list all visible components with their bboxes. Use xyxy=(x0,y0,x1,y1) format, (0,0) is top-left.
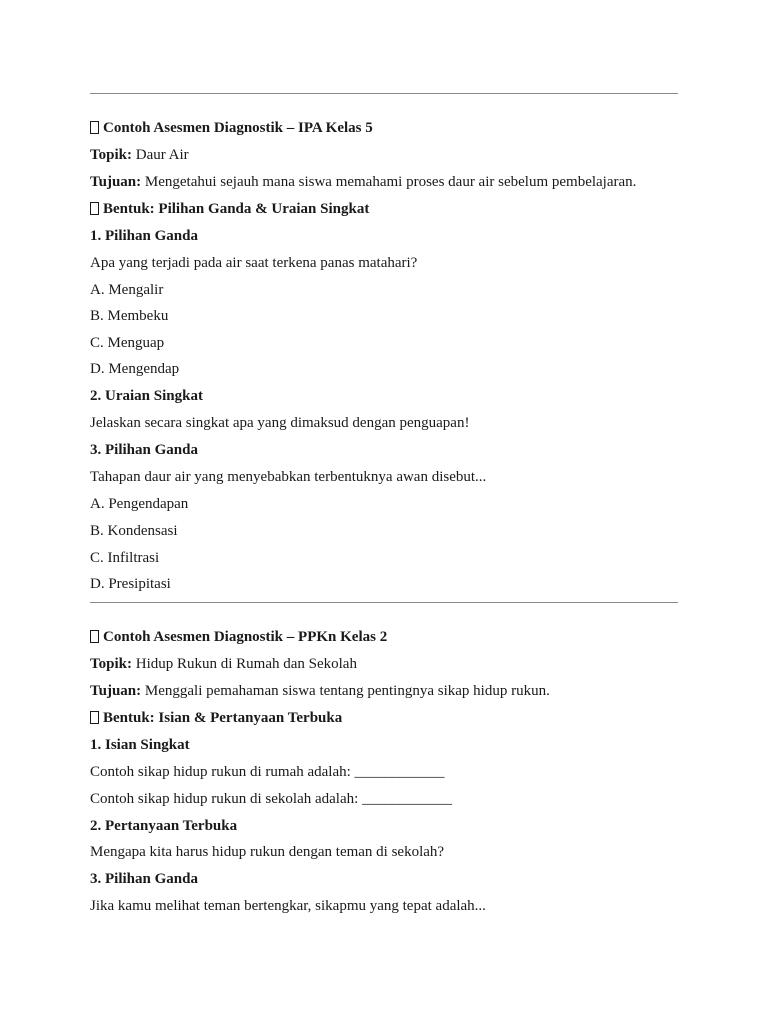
bentuk-text: Bentuk: Isian & Pertanyaan Terbuka xyxy=(103,710,343,726)
tujuan-value: Mengetahui sejauh mana siswa memahami proses daur air sebelum pembelajaran. xyxy=(141,174,637,190)
question-text: Tahapan daur air yang menyebabkan terbentuknya awan disebut... xyxy=(90,469,487,485)
fill-in-line: Contoh sikap hidup rukun di sekolah adalah: ____________ xyxy=(90,791,453,807)
horizontal-rule xyxy=(90,602,678,603)
question-title: 2. Pertanyaan Terbuka xyxy=(90,818,238,834)
missing-glyph-icon xyxy=(90,630,99,643)
bentuk-line xyxy=(90,200,369,218)
section-heading-text: Contoh Asesmen Diagnostik – IPA Kelas 5 xyxy=(103,120,373,136)
answer-option: C. Menguap xyxy=(90,335,165,351)
question-text: Apa yang terjadi pada air saat terkena panas matahari? xyxy=(90,255,418,271)
answer-option: B. Membeku xyxy=(90,308,169,324)
topik-line xyxy=(90,146,189,164)
question-title: 3. Pilihan Ganda xyxy=(90,442,198,458)
bentuk-text: Bentuk: Pilihan Ganda & Uraian Singkat xyxy=(103,201,370,217)
section-heading xyxy=(90,628,387,646)
question-title: 2. Uraian Singkat xyxy=(90,388,203,404)
topik-value: Daur Air xyxy=(131,147,189,163)
section-heading-text: Contoh Asesmen Diagnostik – PPKn Kelas 2 xyxy=(103,629,388,645)
question-text: Jika kamu melihat teman bertengkar, sikapmu yang tepat adalah... xyxy=(90,898,486,914)
question-title: 3. Pilihan Ganda xyxy=(90,871,198,887)
question-text: Jelaskan secara singkat apa yang dimaksud dengan penguapan! xyxy=(90,415,470,431)
section-heading xyxy=(90,119,373,137)
question-text: Mengapa kita harus hidup rukun dengan teman di sekolah? xyxy=(90,844,445,860)
topik-line xyxy=(90,655,357,673)
question-title: 1. Isian Singkat xyxy=(90,737,190,753)
bentuk-line xyxy=(90,709,342,727)
tujuan-line xyxy=(90,173,636,191)
answer-option: B. Kondensasi xyxy=(90,523,178,539)
tujuan-line xyxy=(90,682,550,700)
tujuan-label: Tujuan: xyxy=(90,174,142,190)
answer-option: D. Mengendap xyxy=(90,361,180,377)
horizontal-rule xyxy=(90,93,678,94)
missing-glyph-icon xyxy=(90,121,99,134)
topik-value: Hidup Rukun di Rumah dan Sekolah xyxy=(131,656,357,672)
tujuan-label: Tujuan: xyxy=(90,683,142,699)
answer-option: D. Presipitasi xyxy=(90,576,171,592)
question-title: 1. Pilihan Ganda xyxy=(90,228,198,244)
tujuan-value: Menggali pemahaman siswa tentang pentingnya sikap hidup rukun. xyxy=(141,683,550,699)
answer-option: A. Pengendapan xyxy=(90,496,189,512)
answer-option: A. Mengalir xyxy=(90,282,164,298)
missing-glyph-icon xyxy=(90,202,99,215)
fill-in-line: Contoh sikap hidup rukun di rumah adalah: ____________ xyxy=(90,764,445,780)
topik-label: Topik: xyxy=(90,147,132,163)
answer-option: C. Infiltrasi xyxy=(90,550,160,566)
missing-glyph-icon xyxy=(90,711,99,724)
topik-label: Topik: xyxy=(90,656,132,672)
